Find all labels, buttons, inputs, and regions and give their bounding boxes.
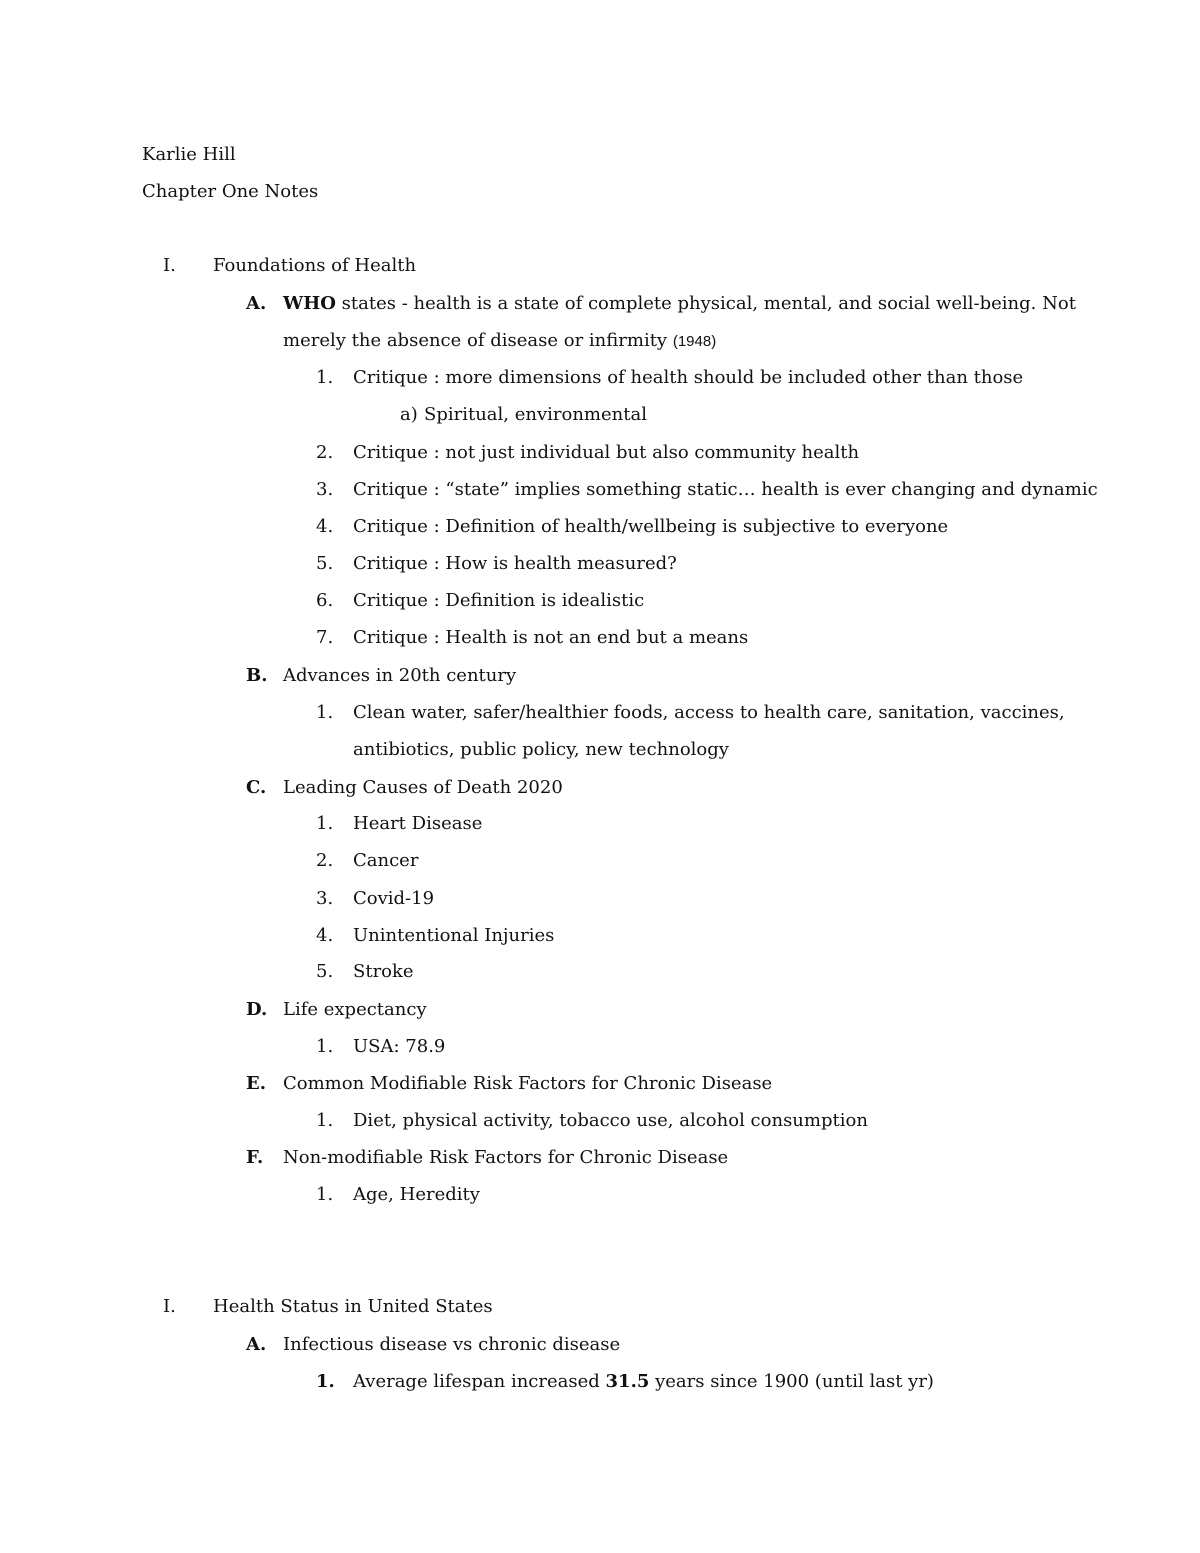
document-title: Chapter One Notes [142, 181, 319, 202]
cause-4-num: 4. [316, 925, 334, 946]
item-a-line2 [283, 332, 716, 350]
item-a-line1-text: states - health is a state of complete physical, mental, and social well-being. Not [341, 293, 1076, 314]
critique-1-text: Critique : more dimensions of health should be included other than those [353, 367, 1024, 388]
cause-2-text: Cancer [353, 850, 419, 871]
critique-6-num: 6. [316, 590, 334, 611]
lifespan-increase-value: 31.5 [605, 1371, 650, 1392]
item-d1-text: USA: 78.9 [353, 1036, 446, 1057]
cause-3-num: 3. [316, 888, 334, 909]
item-b1-line2: antibiotics, public policy, new technology [353, 739, 729, 760]
cause-5-num: 5. [316, 961, 334, 982]
critique-3-text: Critique : “state” implies something static… health is ever changing and dynamic [353, 479, 1098, 500]
critique-2-num: 2. [316, 442, 334, 463]
item-b1-num: 1. [316, 702, 334, 723]
critique-3-num: 3. [316, 479, 334, 500]
item-f-marker: F. [246, 1147, 264, 1168]
item-b1-line1: Clean water, safer/healthier foods, access to health care, sanitation, vaccines, [353, 702, 1065, 723]
lifespan-pre: Average lifespan increased [353, 1371, 600, 1392]
critique-5-text: Critique : How is health measured? [353, 553, 677, 574]
critique-6-text: Critique : Definition is idealistic [353, 590, 645, 611]
item-b-text: Advances in 20th century [283, 665, 517, 686]
critique-1-sub-a-text: Spiritual, environmental [424, 404, 647, 425]
section-2-item-a1-text [353, 1373, 934, 1391]
cause-3-text: Covid-19 [353, 888, 435, 909]
item-b-marker: B. [246, 665, 268, 686]
item-f1-num: 1. [316, 1184, 334, 1205]
who-year: (1948) [672, 333, 717, 350]
cause-2-num: 2. [316, 850, 334, 871]
critique-2-text: Critique : not just individual but also community health [353, 442, 860, 463]
cause-1-num: 1. [316, 813, 334, 834]
item-f-text: Non-modifiable Risk Factors for Chronic Disease [283, 1147, 729, 1168]
item-e-marker: E. [246, 1073, 266, 1094]
cause-4-text: Unintentional Injuries [353, 925, 555, 946]
item-d-marker: D. [246, 999, 268, 1020]
item-a-line1 [283, 295, 1076, 313]
item-c-marker: C. [246, 777, 267, 798]
item-e1-text: Diet, physical activity, tobacco use, alcohol consumption [353, 1110, 868, 1131]
author-name: Karlie Hill [142, 144, 236, 165]
section-2-item-a-marker: A. [246, 1334, 267, 1355]
section-2-heading: Health Status in United States [213, 1296, 493, 1317]
critique-1-num: 1. [316, 367, 334, 388]
item-e-text: Common Modifiable Risk Factors for Chronic Disease [283, 1073, 773, 1094]
section-1-heading: Foundations of Health [213, 255, 417, 276]
item-d1-num: 1. [316, 1036, 334, 1057]
section-2-numeral: I. [163, 1296, 176, 1317]
critique-1-sub-a-marker: a) [400, 404, 418, 425]
critique-5-num: 5. [316, 553, 334, 574]
item-a-marker: A. [246, 293, 267, 314]
section-1-numeral: I. [163, 255, 176, 276]
who-label: WHO [283, 293, 336, 314]
critique-4-text: Critique : Definition of health/wellbeing is subjective to everyone [353, 516, 949, 537]
cause-1-text: Heart Disease [353, 813, 483, 834]
item-d-text: Life expectancy [283, 999, 427, 1020]
item-e1-num: 1. [316, 1110, 334, 1131]
section-2-item-a1-num: 1. [316, 1371, 335, 1392]
critique-7-text: Critique : Health is not an end but a means [353, 627, 749, 648]
cause-5-text: Stroke [353, 961, 414, 982]
item-c-text: Leading Causes of Death 2020 [283, 777, 563, 798]
section-2-item-a-text: Infectious disease vs chronic disease [283, 1334, 621, 1355]
item-a-line2-text: merely the absence of disease or infirmity [283, 330, 668, 351]
item-f1-text: Age, Heredity [353, 1184, 480, 1205]
critique-4-num: 4. [316, 516, 334, 537]
critique-7-num: 7. [316, 627, 334, 648]
lifespan-post: years since 1900 (until last yr) [655, 1371, 934, 1392]
